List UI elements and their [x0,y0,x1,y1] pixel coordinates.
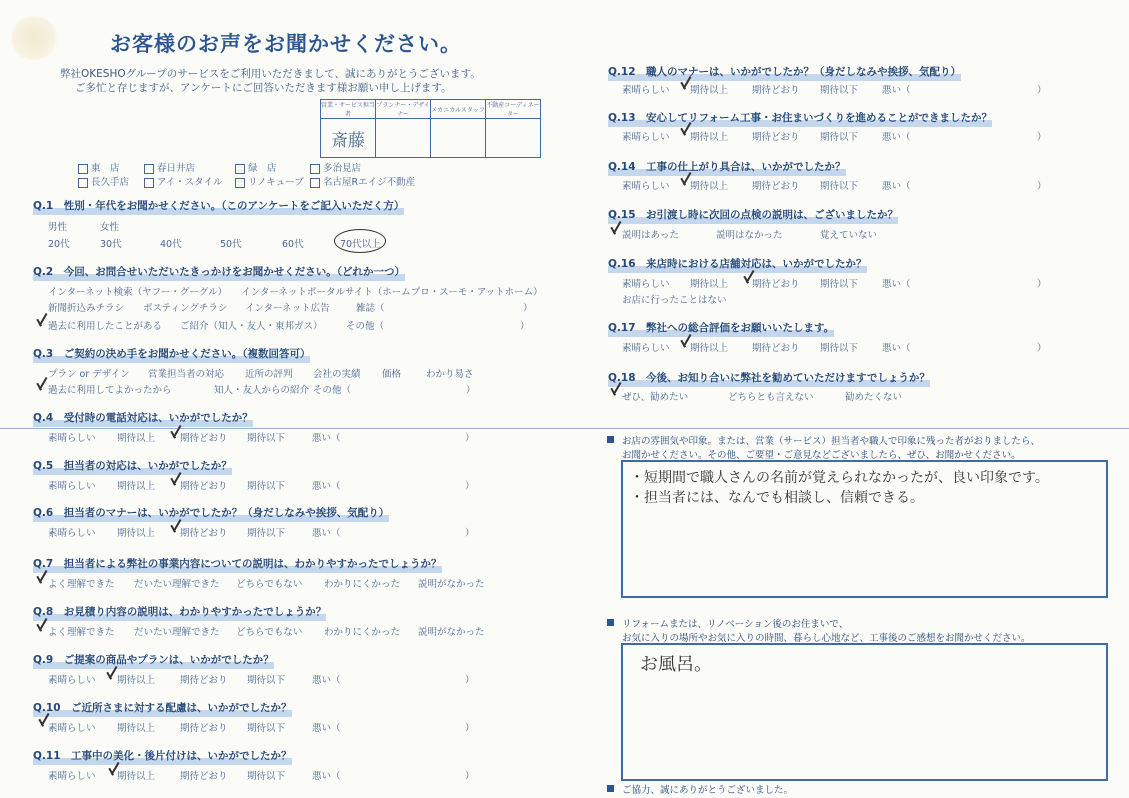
q1-option-male[interactable]: 男性 [48,222,68,233]
intro-line-2: ご多忙と存じますが、アンケートにご回答いただきます様お願い申し上げます。 [75,82,452,94]
q2-row1[interactable]: インターネット検索（ヤフー・グーグル） インターネットポータルサイト（ホームプロ・スーモ・アットホーム） [48,287,543,298]
q1-age-20s[interactable]: 20代 [48,239,70,250]
question-1: Q.1 性別・年代をお聞かせください。（このアンケートをご記入いただく方） [33,198,404,213]
q17-bad-close: ） [1037,343,1047,354]
q5-option-above[interactable]: 期待以上 [117,481,156,492]
q16-option-bad[interactable]: 悪い（ [882,279,911,290]
q7-option-neutral[interactable]: どちらでもない [236,579,303,590]
checkmark [38,618,48,632]
q15-option-not-remember[interactable]: 覚えていない [820,230,878,241]
q3-other-close: ） [466,385,476,396]
checkbox[interactable] [78,164,88,174]
q15-option-not-explained[interactable]: 説明はなかった [716,230,783,241]
q2-option-web-ad[interactable]: インターネット広告 [245,303,330,314]
staff-sales-name[interactable]: 斎藤 [321,119,376,158]
checkmark [682,122,692,136]
q3-option-track-record[interactable]: 会社の実績 [313,369,361,380]
q10-option-bad[interactable]: 悪い（ [312,723,341,734]
q10-option-above[interactable]: 期待以上 [117,723,156,734]
q3-option-clarity[interactable]: わかり易さ [426,369,474,380]
intro-line-1: 弊社OKESHOグループのサービスをご利用いただきまして、誠にありがとうございます。 [60,68,481,80]
question-13: Q.13 安心してリフォーム工事・お住まいづくりを進めることができましたか？ [608,110,992,125]
q2-option-other[interactable]: その他（ [346,321,385,332]
q12-option-above[interactable]: 期待以上 [690,85,729,96]
q16-option-above[interactable]: 期待以上 [690,279,729,290]
q14-option-as-expected[interactable]: 期待どおり [752,181,800,192]
question-14: Q.14 工事の仕上がり具合は、いかがでしたか？ [608,159,846,174]
q1-age-60s[interactable]: 60代 [282,239,304,250]
question-7: Q.7 担当者による弊社の事業内容についての説明は、わかりやすかったでしょうか？ [33,556,442,571]
checkbox[interactable] [235,178,245,188]
store-option-nagakute[interactable]: 長久手店 [78,174,129,188]
checkmark [38,570,48,584]
question-15: Q.15 お引渡し時に次回の点検の説明は、ございましたか？ [608,207,898,222]
q9-bad-close: ） [465,675,475,686]
q17-option-below[interactable]: 期待以下 [820,343,859,354]
q4-option-excellent[interactable]: 素晴らしい [48,433,96,444]
checkmark [745,270,755,284]
question-12: Q.12 職人のマナーは、いかがでしたか？（身だしなみや挨拶、気配り） [608,64,961,79]
q9-option-bad[interactable]: 悪い（ [312,675,341,686]
q16-bad-close: ） [1037,279,1047,290]
q12-bad-close: ） [1037,85,1047,96]
q7-option-unclear[interactable]: わかりにくかった [324,579,401,590]
staff-header-planner: プランナー・デザイナー [376,100,431,119]
q8-option-mostly[interactable]: だいたい理解できた [134,627,220,638]
checkmark [172,472,182,486]
checkbox[interactable] [78,178,88,188]
staff-header-sales: 営業・サービス担当者 [321,100,376,119]
store-option-higashi[interactable]: 東 店 [78,160,120,174]
q2-other-close: ） [520,321,530,332]
q3-option-plan[interactable]: プラン or デザイン [48,369,130,380]
q17-option-as-expected[interactable]: 期待どおり [752,343,800,354]
question-10: Q.10 ご近所さまに対する配慮は、いかがでしたか？ [33,700,292,715]
store-option-kasugai[interactable]: 春日井店 [144,160,195,174]
q1-age-70s-plus[interactable]: 70代以上 [340,239,381,250]
q6-option-bad[interactable]: 悪い（ [312,528,341,539]
q9-option-below[interactable]: 期待以下 [247,675,286,686]
staff-realestate-name[interactable] [486,119,541,158]
q9-option-above[interactable]: 期待以上 [117,675,156,686]
q2-option-referral[interactable]: ご紹介（知人・友人・東邦ガス） [180,321,323,332]
q10-option-below[interactable]: 期待以下 [247,723,286,734]
q14-bad-close: ） [1037,181,1047,192]
q16-option-excellent[interactable]: 素晴らしい [622,279,670,290]
comment-prompt-2-line1: リフォームまたは、リノベーション後のお住まいで、 [622,619,849,630]
store-option-nagoya-r-age[interactable]: 名古屋Rエイジ不動産 [310,174,415,188]
q5-bad-close: ） [465,481,475,492]
section-bullet-icon [607,436,614,443]
q5-option-as-expected[interactable]: 期待どおり [180,481,228,492]
q13-option-above[interactable]: 期待以上 [690,132,729,143]
closing-message: ご協力、誠にありがとうございました。 [622,785,794,796]
checkmark [108,666,118,680]
q7-option-mostly[interactable]: だいたい理解できた [134,579,220,590]
q10-bad-close: ） [465,723,475,734]
checkmark [612,221,622,235]
section-bullet-icon [607,785,614,792]
q17-option-bad[interactable]: 悪い（ [882,343,911,354]
q4-option-below[interactable]: 期待以下 [247,433,286,444]
comment-answer-1-line1: ・短期間で職人さんの名前が覚えられなかったが、良い印象です。 [630,470,1049,486]
q13-option-as-expected[interactable]: 期待どおり [752,132,800,143]
q11-option-as-expected[interactable]: 期待どおり [180,771,228,782]
comment-prompt-1-line2: お聞かせください。その他、ご要望・ご意見などございましたら、ぜひ、お聞かせください。 [622,450,1021,461]
q3-option-past-good[interactable]: 過去に利用してよかったから [48,385,172,396]
q10-option-excellent[interactable]: 素晴らしい [48,723,96,734]
question-16: Q.16 来店時における店舗対応は、いかがでしたか？ [608,256,867,271]
checkbox[interactable] [310,164,320,174]
q12-option-excellent[interactable]: 素晴らしい [622,85,670,96]
q15-option-explained[interactable]: 説明はあった [622,230,679,241]
page-title: お客様のお声をお聞かせください。 [110,32,462,56]
section-bullet-icon [607,619,614,626]
q8-option-understood[interactable]: よく理解できた [48,627,115,638]
q1-age-50s[interactable]: 50代 [220,239,242,250]
q11-option-below[interactable]: 期待以下 [247,771,286,782]
q4-option-bad[interactable]: 悪い（ [312,433,341,444]
q8-option-neutral[interactable]: どちらでもない [236,627,303,638]
q8-option-none[interactable]: 説明がなかった [418,627,485,638]
question-8: Q.8 お見積り内容の説明は、わかりやすかったでしょうか？ [33,604,326,619]
staff-planner-name[interactable] [376,119,431,158]
q18-option-not-recommend[interactable]: 勧めたくない [845,392,903,403]
q18-option-recommend[interactable]: ぜひ、勧めたい [622,392,689,403]
q14-option-bad[interactable]: 悪い（ [882,181,911,192]
q2-option-posting[interactable]: ポスティングチラシ [143,303,228,314]
question-11: Q.11 工事中の美化・後片付けは、いかがでしたか？ [33,748,292,763]
q2-option-past-user[interactable]: 過去に利用したことがある [48,321,163,332]
checkbox[interactable] [235,164,245,174]
question-5: Q.5 担当者の対応は、いかがでしたか？ [33,458,232,473]
staff-mechanical-name[interactable] [431,119,486,158]
q1-age-40s[interactable]: 40代 [160,239,182,250]
section-divider [0,428,1129,429]
q3-option-other[interactable]: その他（ [313,385,352,396]
q7-option-none[interactable]: 説明がなかった [418,579,485,590]
store-option-istyle[interactable]: アイ・スタイル [144,174,222,188]
question-9: Q.9 ご提案の商品やプランは、いかがでしたか？ [33,652,274,667]
q8-option-unclear[interactable]: わかりにくかった [324,627,401,638]
q11-bad-close: ） [465,771,475,782]
q11-option-excellent[interactable]: 素晴らしい [48,771,96,782]
q12-option-as-expected[interactable]: 期待どおり [752,85,800,96]
q1-option-female[interactable]: 女性 [100,222,120,233]
q14-option-above[interactable]: 期待以上 [690,181,729,192]
checkmark [172,519,182,533]
q7-option-understood[interactable]: よく理解できた [48,579,115,590]
checkmark [682,76,692,90]
store-option-renocube[interactable]: リノキューブ [235,174,304,188]
q5-option-excellent[interactable]: 素晴らしい [48,481,96,492]
q3-option-sales-rep[interactable]: 営業担当者の対応 [148,369,225,380]
q11-option-bad[interactable]: 悪い（ [312,771,341,782]
staff-header-mechanical: メカニカルスタッフ [431,100,486,119]
checkmark [40,713,50,727]
checkmark [38,377,48,391]
logo-mark [8,16,60,60]
q2-option-magazine[interactable]: 雑誌（ [356,303,385,314]
q6-option-below[interactable]: 期待以下 [247,528,286,539]
q12-option-bad[interactable]: 悪い（ [882,85,911,96]
q4-bad-close: ） [465,433,475,444]
q9-option-as-expected[interactable]: 期待どおり [180,675,228,686]
q3-option-reputation[interactable]: 近所の評判 [245,369,293,380]
staff-header-realestate: 不動産コーディネーター [486,100,541,119]
q11-option-above[interactable]: 期待以上 [117,771,156,782]
comment-answer-1-line2: ・担当者には、なんでも相談し、信頼できる。 [630,490,924,506]
q6-option-excellent[interactable]: 素晴らしい [48,528,96,539]
q13-option-below[interactable]: 期待以下 [820,132,859,143]
q18-option-neutral[interactable]: どちらとも言えない [728,392,814,403]
checkmark [682,334,692,348]
checkbox[interactable] [310,178,320,188]
q6-option-above[interactable]: 期待以上 [117,528,156,539]
q6-option-as-expected[interactable]: 期待どおり [180,528,228,539]
q13-option-bad[interactable]: 悪い（ [882,132,911,143]
checkmark [682,172,692,186]
q17-option-above[interactable]: 期待以上 [690,343,729,354]
q5-option-below[interactable]: 期待以下 [247,481,286,492]
comment-prompt-1-line1: お店の雰囲気や印象。または、営業（サービス）担当者や職人で印象に残った者がおりましたら、 [622,436,1041,447]
staff-table [320,99,541,158]
checkmark [172,425,182,439]
comment-prompt-2-line2: お気に入りの場所やお気に入りの時間、暮らし心地など、工事後のご感想をお聞かせください。 [622,633,1031,644]
question-2: Q.2 今回、お問合せいただいたきっかけをお聞かせください。（どれか一つ） [33,264,405,279]
q4-option-as-expected[interactable]: 期待どおり [180,433,228,444]
question-4: Q.4 受付時の電話対応は、いかがでしたか？ [33,410,253,425]
store-option-tajimi[interactable]: 多治見店 [310,160,361,174]
q5-option-bad[interactable]: 悪い（ [312,481,341,492]
store-option-midori[interactable]: 緑 店 [235,160,277,174]
selection-circle [334,229,386,253]
q6-bad-close: ） [465,528,475,539]
checkmark [110,762,120,776]
checkbox[interactable] [144,178,154,188]
q3-option-price[interactable]: 価格 [382,369,402,380]
q2-magazine-close: ） [523,303,533,314]
question-17: Q.17 弊社への総合評価をお願いいたします。 [608,320,834,335]
q2-option-newspaper[interactable]: 新聞折込みチラシ [48,303,125,314]
q10-option-as-expected[interactable]: 期待どおり [180,723,228,734]
q14-option-below[interactable]: 期待以下 [820,181,859,192]
q4-option-above[interactable]: 期待以上 [117,433,156,444]
q16-option-never-visited[interactable]: お店に行ったことはない [622,295,727,306]
q13-option-excellent[interactable]: 素晴らしい [622,132,670,143]
q14-option-excellent[interactable]: 素晴らしい [622,181,670,192]
q17-option-excellent[interactable]: 素晴らしい [622,343,670,354]
q9-option-excellent[interactable]: 素晴らしい [48,675,96,686]
q13-bad-close: ） [1037,132,1047,143]
checkmark [38,313,48,327]
q3-option-referral[interactable]: 知人・友人からの紹介 [214,385,310,396]
checkmark [612,382,622,396]
q12-option-below[interactable]: 期待以下 [820,85,859,96]
question-18: Q.18 今後、お知り合いに弊社を勧めていただけますでしょうか？ [608,370,930,385]
checkbox[interactable] [144,164,154,174]
q1-age-30s[interactable]: 30代 [100,239,122,250]
q16-option-as-expected[interactable]: 期待どおり [752,279,800,290]
question-6: Q.6 担当者のマナーは、いかがでしたか？（身だしなみや挨拶、気配り） [33,505,389,520]
comment-answer-2: お風呂。 [640,654,712,675]
question-3: Q.3 ご契約の決め手をお聞かせください。（複数回答可） [33,346,310,361]
q16-option-below[interactable]: 期待以下 [820,279,859,290]
